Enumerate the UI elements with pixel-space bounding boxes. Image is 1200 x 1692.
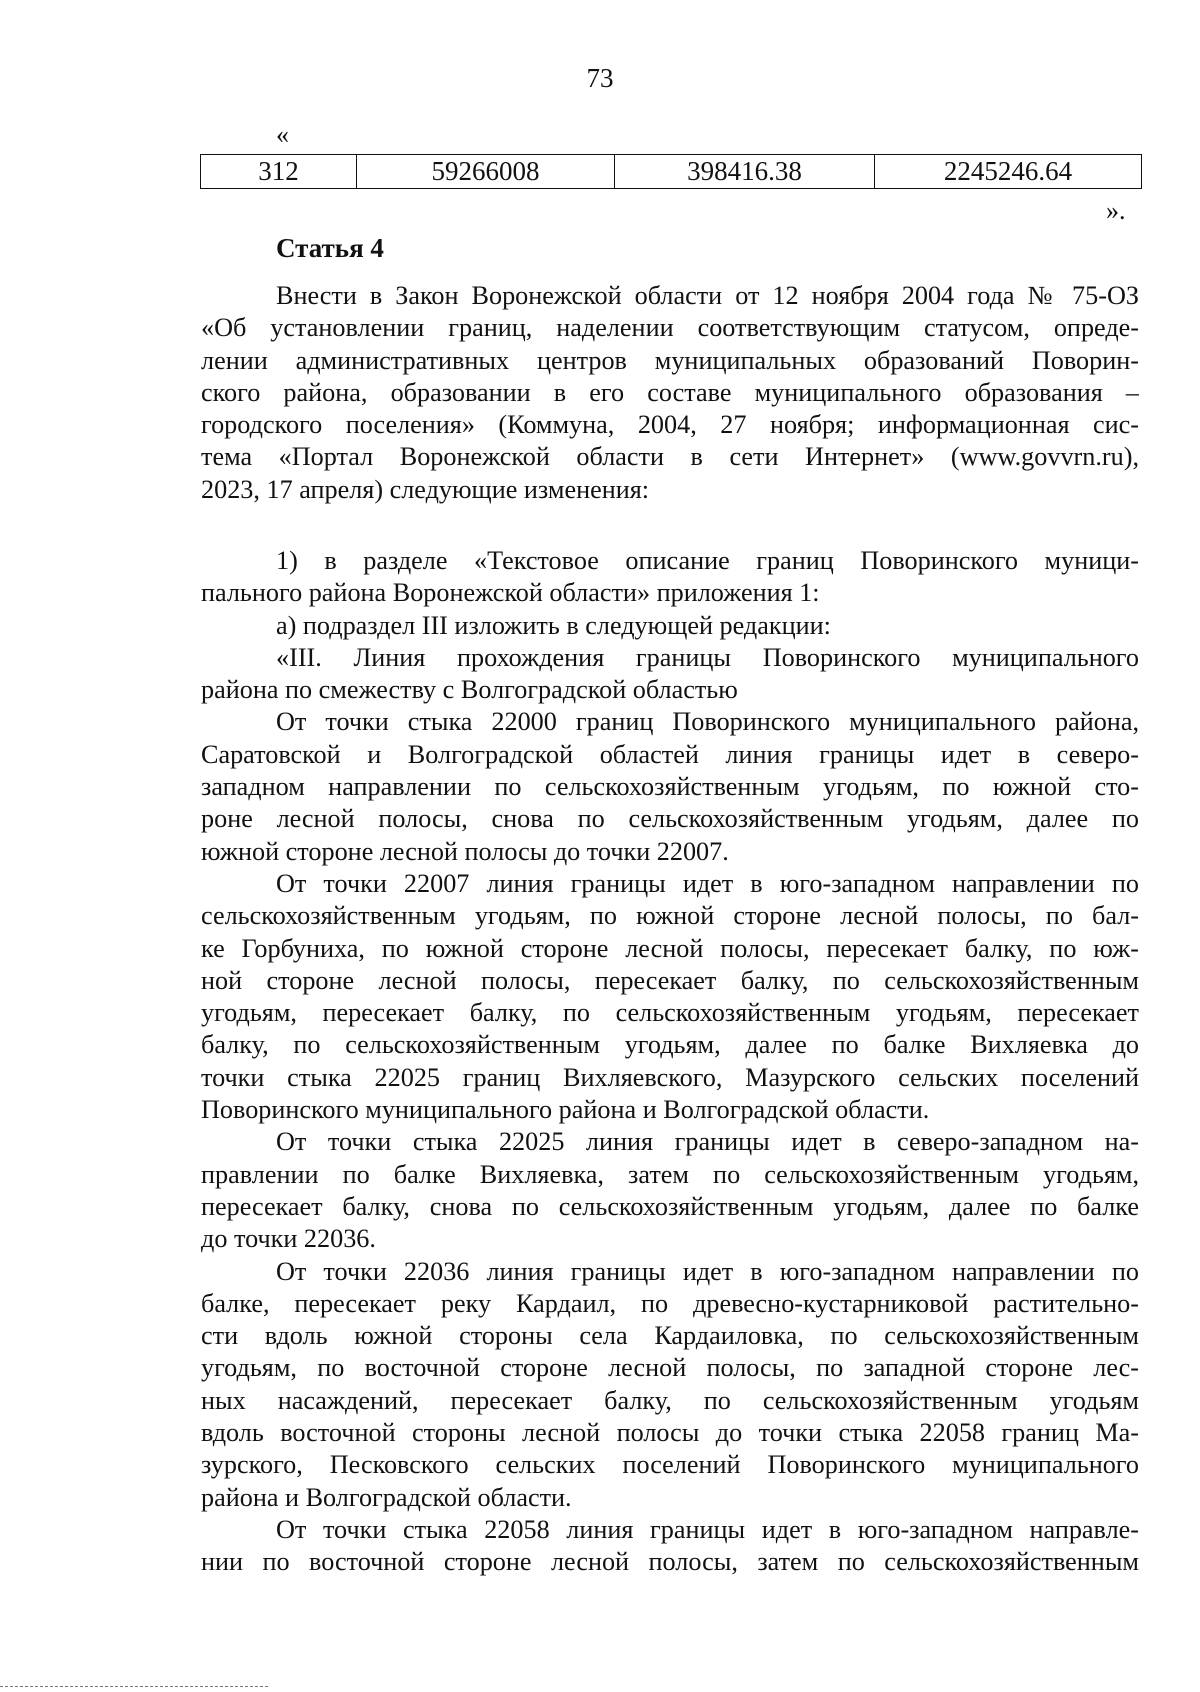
text-line: угодьям, по восточной стороне лесной полосы, по западной стороне лес- — [201, 1353, 1139, 1383]
text-line: сти вдоль южной стороны села Кардаиловка, по сельскохозяйственным — [201, 1321, 1139, 1351]
text-line: тема «Портал Воронежской области в сети Интернет» (www.govvrn.ru), — [201, 442, 1139, 472]
text-line: 1) в разделе «Текстовое описание границ Поворинского муници- — [276, 546, 1139, 575]
text-line: зурского, Песковского сельских поселений Поворинского муниципального — [201, 1450, 1139, 1480]
text-line: лении административных центров муниципальных образований Поворин- — [201, 345, 1139, 375]
point-number-cell: 312 — [201, 155, 357, 189]
text-line: а) подраздел III изложить в следующей редакции: — [276, 610, 831, 640]
text-line: района по смежеству с Волгоградской областью — [201, 675, 738, 705]
text-line: Внести в Закон Воронежской области от 12 ноября 2004 года № 75-ОЗ — [276, 281, 1139, 310]
table-row — [201, 155, 1142, 189]
text-line: 2023, 17 апреля) следующие изменения: — [201, 474, 650, 504]
text-line: городского поселения» (Коммуна, 2004, 27 ноября; информационная сис- — [201, 410, 1139, 440]
text-line: района и Волгоградской области. — [201, 1482, 572, 1512]
page-number: 73 — [586, 63, 614, 93]
x-coordinate-cell: 398416.38 — [615, 155, 875, 189]
text-line: От точки стыка 22025 линия границы идет в северо-западном на- — [276, 1127, 1139, 1157]
text-line: От точки 22036 линия границы идет в юго-западном направлении по — [276, 1256, 1139, 1286]
text-line: ной стороне лесной полосы, пересекает балку, по сельскохозяйственным — [201, 965, 1139, 995]
text-line: роне лесной полосы, снова по сельскохозяйственным угодьям, далее по — [201, 804, 1139, 834]
text-line: Поворинского муниципального района и Волгоградской области. — [201, 1095, 930, 1125]
text-line: Саратовской и Волгоградской областей линия границы идет в северо- — [201, 739, 1139, 769]
text-line: угодьям, пересекает балку, по сельскохозяйственным угодьям, пересекает — [201, 998, 1139, 1028]
text-line: От точки 22007 линия границы идет в юго-западном направлении по — [276, 868, 1139, 898]
article-title: Статья 4 — [276, 233, 384, 263]
text-line: «Об установлении границ, наделении соответствующим статусом, опреде- — [201, 313, 1139, 343]
text-line: западном направлении по сельскохозяйственным угодьям, по южной сто- — [201, 772, 1139, 802]
text-line: южной стороне лесной полосы до точки 22007. — [201, 836, 729, 866]
text-line: сельскохозяйственным угодьям, по южной стороне лесной полосы, по бал- — [201, 901, 1139, 931]
quote-close: ». — [1106, 196, 1126, 225]
amendment-body — [201, 545, 1139, 1579]
text-line: нии по восточной стороне лесной полосы, затем по сельскохозяйственным — [201, 1547, 1139, 1577]
text-line: «III. Линия прохождения границы Поворинского муниципального — [276, 642, 1139, 672]
intro-paragraph — [201, 280, 1139, 506]
text-line: ных насаждений, пересекает балку, по сельскохозяйственным угодьям — [201, 1385, 1139, 1415]
text-line: балку, по сельскохозяйственным угодьям, далее по балке Вихляевка до — [201, 1030, 1139, 1060]
text-line: до точки 22036. — [201, 1224, 376, 1254]
text-line: вдоль восточной стороны лесной полосы до точки стыка 22058 границ Ма- — [201, 1418, 1139, 1448]
text-line: пального района Воронежской области» приложения 1: — [201, 578, 820, 608]
quote-open: « — [276, 120, 289, 149]
text-line: правлении по балке Вихляевка, затем по сельскохозяйственным угодьям, — [201, 1159, 1139, 1189]
text-line: ского района, образовании в его составе муниципального образования – — [201, 377, 1139, 407]
text-line: ке Горбуниха, по южной стороне лесной полосы, пересекает балку, по юж- — [201, 933, 1139, 963]
text-line: точки стыка 22025 границ Вихляевского, Мазурского сельских поселений — [201, 1062, 1139, 1092]
coordinates-table — [200, 154, 1142, 189]
text-line: балке, пересекает реку Кардаил, по древесно-кустарниковой растительно- — [201, 1288, 1139, 1318]
text-line: пересекает балку, снова по сельскохозяйственным угодьям, далее по балке — [201, 1191, 1139, 1221]
point-id-cell: 59266008 — [357, 155, 615, 189]
footer-rule — [0, 1686, 268, 1687]
text-line: От точки стыка 22000 границ Поворинского муниципального района, — [276, 707, 1139, 737]
text-line: От точки стыка 22058 линия границы идет в юго-западном направле- — [276, 1514, 1139, 1544]
y-coordinate-cell: 2245246.64 — [875, 155, 1142, 189]
